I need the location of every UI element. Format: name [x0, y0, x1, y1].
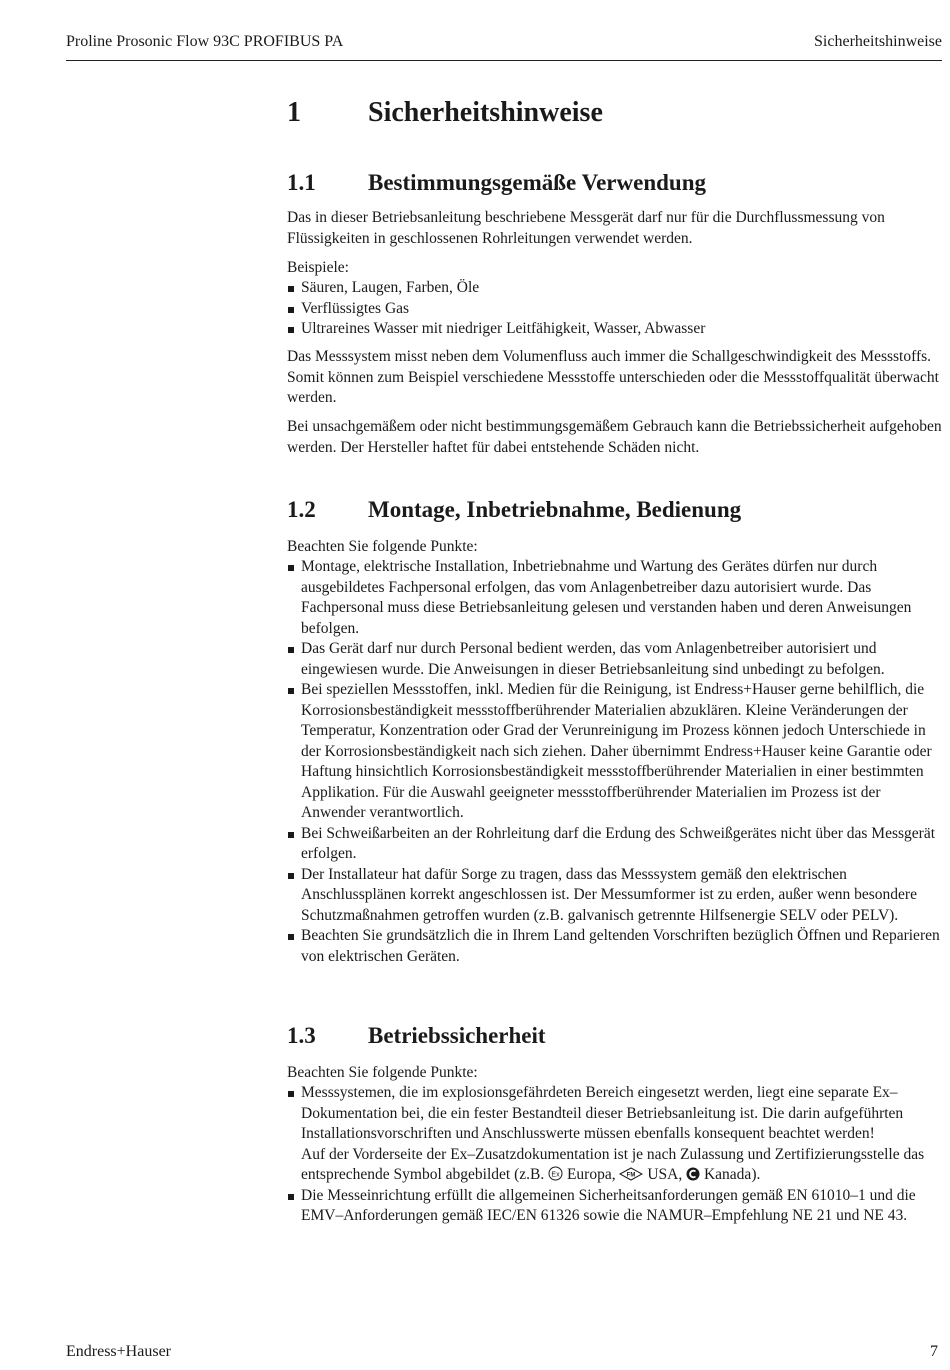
chapter-heading: [287, 97, 603, 129]
page-number: 7: [930, 1343, 938, 1360]
list-item: Das Gerät darf nur durch Personal bedient werden, das vom Anlagenbetreiber autorisiert und eingewiesen wurde. Die Anweisungen in dieser Betriebsanleitung sind unbedingt zu befolgen.: [287, 639, 942, 680]
list-item: Säuren, Laugen, Farben, Öle: [287, 278, 942, 299]
section-1-2-heading: [287, 497, 741, 523]
list-item: Beachten Sie grundsätzlich die in Ihrem Land geltenden Vorschriften bezüglich Öffnen und Reparieren von elektrischen Geräten.: [287, 926, 942, 967]
europa-label: Europa,: [566, 1166, 616, 1183]
ex-documentation-text: Messsystemen, die im explosionsgefährdeten Bereich eingesetzt werden, liegt eine separate Ex–Dokumentation bei, die ein fester Bestandteil dieser Betriebsanleitung ist. Die darin aufgeführten Installationsvorschriften und Anschlusswerte müssen ebenfalls konsequent beachtet werden!: [301, 1084, 904, 1142]
section-number: 1.1: [287, 170, 316, 195]
paragraph: Bei unsachgemäßem oder nicht bestimmungsgemäßem Gebrauch kann die Betriebssicherheit aufgehoben werden. Der Hersteller haftet für dabei entstehende Schäden nicht.: [287, 418, 942, 456]
section-title: Montage, Inbetriebnahme, Bedienung: [368, 497, 742, 522]
footer-company: Endress+Hauser: [66, 1343, 171, 1360]
ex-symbol-icon: [548, 1166, 563, 1181]
list-item: Der Installateur hat dafür Sorge zu tragen, dass das Messsystem gemäß den elektrischen Anschlussplänen korrekt angeschlossen ist. Der Messumformer ist zu erden, außer wenn besondere Schutzmaßnahmen getroffen wurden (z.B. galvanisch getrennte Hilfsenergie SELV oder PELV).: [287, 865, 942, 927]
list-item: Montage, elektrische Installation, Inbetriebnahme und Wartung des Gerätes dürfen nur durch ausgebildetes Fachpersonal erfolgen, das vom Anlagenbetreiber dazu autorisiert wurde. Das Fachpersonal muss diese Betriebsanleitung gelesen und verstanden haben und deren Anweisungen befolgen.: [287, 557, 942, 639]
paragraph: Das in dieser Betriebsanleitung beschriebene Messgerät darf nur für die Durchflussmessung von Flüssigkeiten in geschlossenen Rohrleitungen verwendet werden.: [287, 209, 885, 247]
usa-label: USA,: [647, 1166, 683, 1183]
examples-label: Beispiele:: [287, 259, 349, 276]
safety-list: [287, 1083, 942, 1227]
fm-symbol-text: FM: [627, 1172, 636, 1179]
list-item: Ultrareines Wasser mit niedriger Leitfähigkeit, Wasser, Abwasser: [287, 319, 942, 340]
section-number: 1.2: [287, 497, 316, 522]
list-item: Bei Schweißarbeiten an der Rohrleitung darf die Erdung des Schweißgerätes nicht über das Messgerät erfolgen.: [287, 824, 942, 865]
list-item: [287, 1083, 942, 1186]
ex-symbol-text: Ex: [551, 1171, 560, 1179]
kanada-label: Kanada).: [703, 1166, 761, 1183]
csa-approval-icon: [686, 1167, 700, 1181]
instructions-list: [287, 557, 942, 967]
fm-approval-icon: [619, 1167, 643, 1181]
list-item: Die Messeinrichtung erfüllt die allgemeinen Sicherheitsanforderungen gemäß EN 61010–1 und die EMV–Anforderungen gemäß IEC/EN 61326 sowie die NAMUR–Empfehlung NE 21 und NE 43.: [287, 1186, 942, 1227]
examples-list: [287, 278, 942, 340]
chapter-number: 1: [287, 97, 301, 128]
header-document-title: Proline Prosonic Flow 93C PROFIBUS PA: [66, 33, 344, 50]
symbol-note-text: Auf der Vorderseite der Ex–Zusatzdokumentation ist je nach Zulassung und Zertifizierungsstelle das entsprechende Symbol abgebildet (z.B.: [301, 1145, 925, 1183]
intro-text: Beachten Sie folgende Punkte:: [287, 1064, 478, 1081]
section-title: Bestimmungsgemäße Verwendung: [368, 170, 707, 195]
section-1-3-heading: [287, 1023, 546, 1049]
list-item: Bei speziellen Messstoffen, inkl. Medien für die Reinigung, ist Endress+Hauser gerne behilflich, die Korrosionsbeständigkeit messstoffberührender Materialien abzuklären. Kleine Veränderungen der Temperatur, Konzentration oder Grad der Verunreinigung im Prozess können jedoch Unterschiede in der Korrosionsbeständigkeit nach sich ziehen. Daher übernimmt Endress+Hauser keine Garantie oder Haftung hinsichtlich Korrosionsbeständigkeit messstoffberührender Materialien in einer bestimmten Applikation. Für die Auswahl geeigneter messstoffberührender Materialien im Prozess ist der Anwender verantwortlich.: [287, 680, 942, 824]
section-number: 1.3: [287, 1023, 316, 1048]
header-section-title: Sicherheitshinweise: [814, 33, 942, 50]
section-1-1-heading: [287, 170, 706, 196]
list-item: Verflüssigtes Gas: [287, 299, 942, 320]
paragraph: Das Messsystem misst neben dem Volumenfluss auch immer die Schallgeschwindigkeit des Messstoffs. Somit können zum Beispiel verschiedene Messstoffe unterschieden oder die Messstoffqualität überwacht werden.: [287, 348, 939, 406]
intro-text: Beachten Sie folgende Punkte:: [287, 538, 478, 555]
section-title: Betriebssicherheit: [368, 1023, 546, 1048]
chapter-title: Sicherheitshinweise: [368, 97, 603, 128]
header-rule: [66, 60, 942, 61]
